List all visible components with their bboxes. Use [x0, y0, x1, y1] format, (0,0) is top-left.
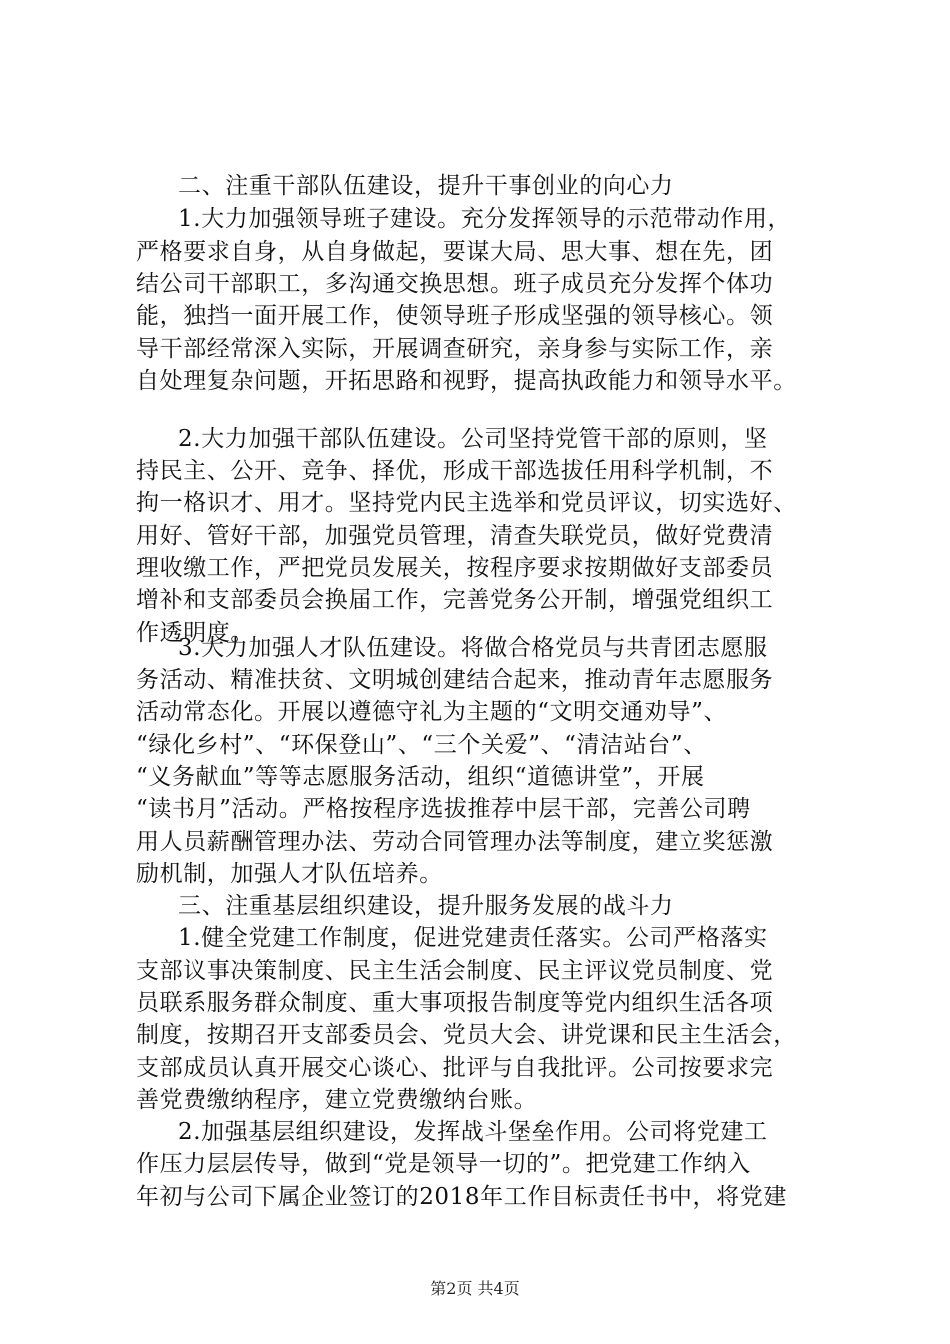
paragraph-line: 导干部经常深入实际，开展调查研究，亲身参与实际工作，亲: [136, 336, 774, 362]
paragraph-line: 拘一格识才、用才。坚持党内民主选举和党员评议，切实选好、: [136, 490, 797, 516]
paragraph-line: 制度，按期召开支部委员会、党员大会、讲党课和民主生活会，: [136, 1022, 797, 1048]
paragraph-line: 务活动、精准扶贫、文明城创建结合起来，推动青年志愿服务: [136, 667, 774, 693]
paragraph-line: 2.大力加强干部队伍建设。公司坚持党管干部的原则，坚: [178, 426, 768, 452]
paragraph-line: 自处理复杂问题，开拓思路和视野，提高执政能力和领导水平。: [136, 368, 797, 394]
paragraph-line: 作压力层层传导，做到“党是领导一切的”。把党建工作纳入: [136, 1151, 751, 1177]
paragraph-line: 2.加强基层组织建设，发挥战斗堡垒作用。公司将党建工: [178, 1119, 768, 1145]
paragraph-line: 支部成员认真开展交心谈心、批评与自我批评。公司按要求完: [136, 1055, 774, 1081]
paragraph-line: “读书月”活动。严格按程序选拔推荐中层干部，完善公司聘: [136, 796, 751, 822]
paragraph-line: 持民主、公开、竞争、择优，形成干部选拔任用科学机制，不: [136, 458, 774, 484]
paragraph-line: 结公司干部职工，多沟通交换思想。班子成员充分发挥个体功: [136, 271, 774, 297]
paragraph-line: 员联系服务群众制度、重大事项报告制度等党内组织生活各项: [136, 990, 774, 1016]
paragraph-line: 用人员薪酬管理办法、劳动合同管理办法等制度，建立奖惩激: [136, 829, 774, 855]
paragraph-line: 能，独挡一面开展工作，使领导班子形成坚强的领导核心。领: [136, 303, 774, 329]
paragraph-line: 活动常态化。开展以遵德守礼为主题的“文明交通劝导”、: [136, 699, 728, 725]
paragraph-line: 增补和支部委员会换届工作，完善党务公开制，增强党组织工: [136, 587, 774, 613]
section-heading-three: 三、注重基层组织建设，提升服务发展的战斗力: [178, 893, 674, 919]
paragraph-line: 励机制，加强人才队伍培养。: [136, 861, 443, 887]
paragraph-line: 3.大力加强人才队伍建设。将做合格党员与共青团志愿服: [178, 635, 768, 661]
paragraph-line: 作透明度。: [136, 620, 254, 646]
paragraph-line: 支部议事决策制度、民主生活会制度、民主评议党员制度、党: [136, 958, 774, 984]
paragraph-line: 1.大力加强领导班子建设。充分发挥领导的示范带动作用，: [178, 206, 792, 232]
paragraph-line: 理收缴工作，严把党员发展关，按程序要求按期做好支部委员: [136, 555, 774, 581]
page-footer: 第2页 共4页: [430, 1279, 520, 1298]
paragraph-line: 年初与公司下属企业签订的2018年工作目标责任书中，将党建: [136, 1184, 787, 1210]
paragraph-line: 严格要求自身，从自身做起，要谋大局、思大事、想在先，团: [136, 239, 774, 265]
paragraph-line: “绿化乡村”、“环保登山”、“三个关爱”、“清洁站台”、: [136, 732, 707, 758]
section-heading-two: 二、注重干部队伍建设，提升干事创业的向心力: [178, 173, 674, 199]
paragraph-line: 用好、管好干部，加强党员管理，清查失联党员，做好党费清: [136, 523, 774, 549]
paragraph-line: “义务献血”等等志愿服务活动，组织“道德讲堂”，开展: [136, 764, 705, 790]
paragraph-line: 善党费缴纳程序，建立党费缴纳台账。: [136, 1087, 538, 1113]
paragraph-line: 1.健全党建工作制度，促进党建责任落实。公司严格落实: [178, 925, 768, 951]
